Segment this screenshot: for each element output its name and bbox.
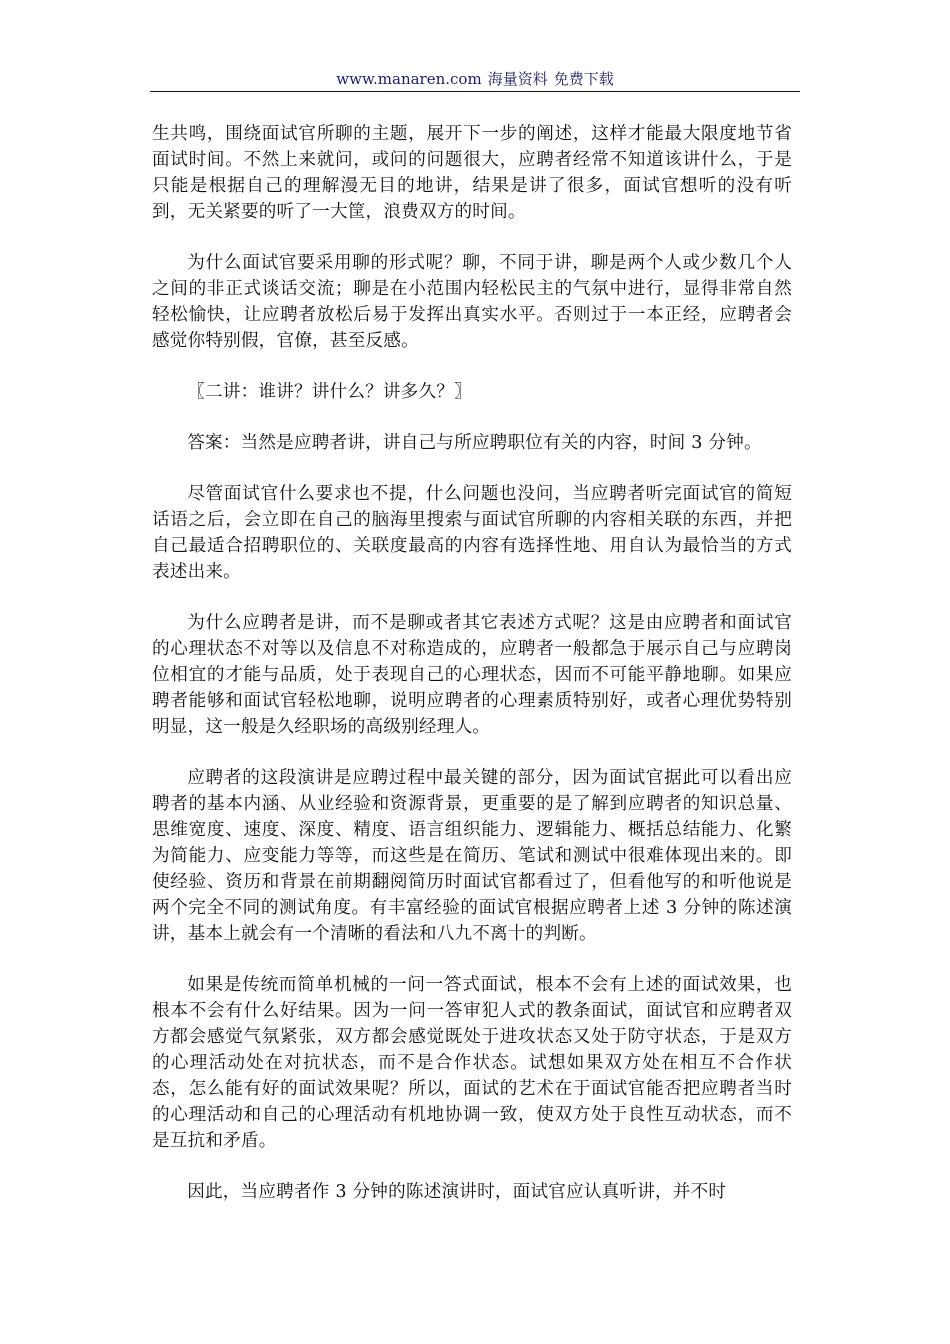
paragraph-3: 答案：当然是应聘者讲，讲自己与所应聘职位有关的内容，时间 3 分钟。 [187,433,762,453]
header-divider [150,91,800,92]
paragraph-7: 如果是传统而简单机械的一问一答式面试，根本不会有上述的面试效果，也根本不会有什么好结果。因为一问一答审犯人式的教条面试，面试官和应聘者双方都会感觉气氛紧张，双方都会感觉既处于进攻状态又处于防守状态，于是双方的心理活动处在对抗状态，而不是合作状态。试想如果双方处在相互不合作状态，怎么能有好的面试效果呢？所以，面试的艺术在于面试官能否把应聘者当时的心理活动和自己的心理活动有机地协调一致，使双方处于良性互动状态，而不是互抗和矛盾。 [152,975,792,1151]
header-url-link[interactable]: www.manaren.com [336,70,482,88]
paragraph-5: 为什么应聘者是讲，而不是聊或者其它表述方式呢？这是由应聘者和面试官的心理状态不对等以及信息不对称造成的，应聘者一般都急于展示自己与应聘岗位相宜的才能与品质，处于表现自己的心理状态，因而不可能平静地聊。如果应聘者能够和面试官轻松地聊，说明应聘者的心理素质特别好，或者心理优势特别明显，这一般是久经职场的高级别经理人。 [152,613,792,737]
header-tag: 免费下载 [553,70,614,88]
paragraph-2: 为什么面试官要采用聊的形式呢？聊，不同于讲，聊是两个人或少数几个人之间的非正式谈话交流；聊是在小范围内轻松民主的气氛中进行，显得非常自然轻松愉快，让应聘者放松后易于发挥出真实水平。否则过于一本正经，应聘者会感觉你特别假，官僚，甚至反感。 [152,253,792,351]
paragraph-8: 因此，当应聘者作 3 分钟的陈述演讲时，面试官应认真听讲，并不时 [187,1182,727,1202]
paragraph-6: 应聘者的这段演讲是应聘过程中最关键的部分，因为面试官据此可以看出应聘者的基本内涵、从业经验和资源背景，更重要的是了解到应聘者的知识总量、思维宽度、速度、深度、精度、语言组织能力、逻辑能力、概括总结能力、化繁为简能力、应变能力等等，而这些是在简历、笔试和测试中很难体现出来的。即使经验、资历和背景在前期翻阅简历时面试官都看过了，但看他写的和听他说是两个完全不同的测试角度。有丰富经验的面试官根据应聘者上述 3 分钟的陈述演讲，基本上就会有一个清晰的看法和八九不离十的判断。 [152,768,792,944]
header-title: 海量资料 [487,70,548,88]
document-body [152,121,792,1230]
page-header [150,68,800,90]
section-heading: 〖二讲：谁讲？讲什么？讲多久？〗 [187,382,472,402]
paragraph-4: 尽管面试官什么要求也不提，什么问题也没问，当应聘者听完面试官的简短话语之后，会立即在自己的脑海里搜索与面试官所聊的内容相关联的东西，并把自己最适合招聘职位的、关联度最高的内容有选择性地、用自认为最恰当的方式表述出来。 [152,484,792,582]
paragraph-1: 生共鸣，围绕面试官所聊的主题，展开下一步的阐述，这样才能最大限度地节省面试时间。不然上来就问，或问的问题很大，应聘者经常不知道该讲什么，于是只能是根据自己的理解漫无目的地讲，结果是讲了很多，面试官想听的没有听到，无关紧要的听了一大筐，浪费双方的时间。 [152,124,792,222]
